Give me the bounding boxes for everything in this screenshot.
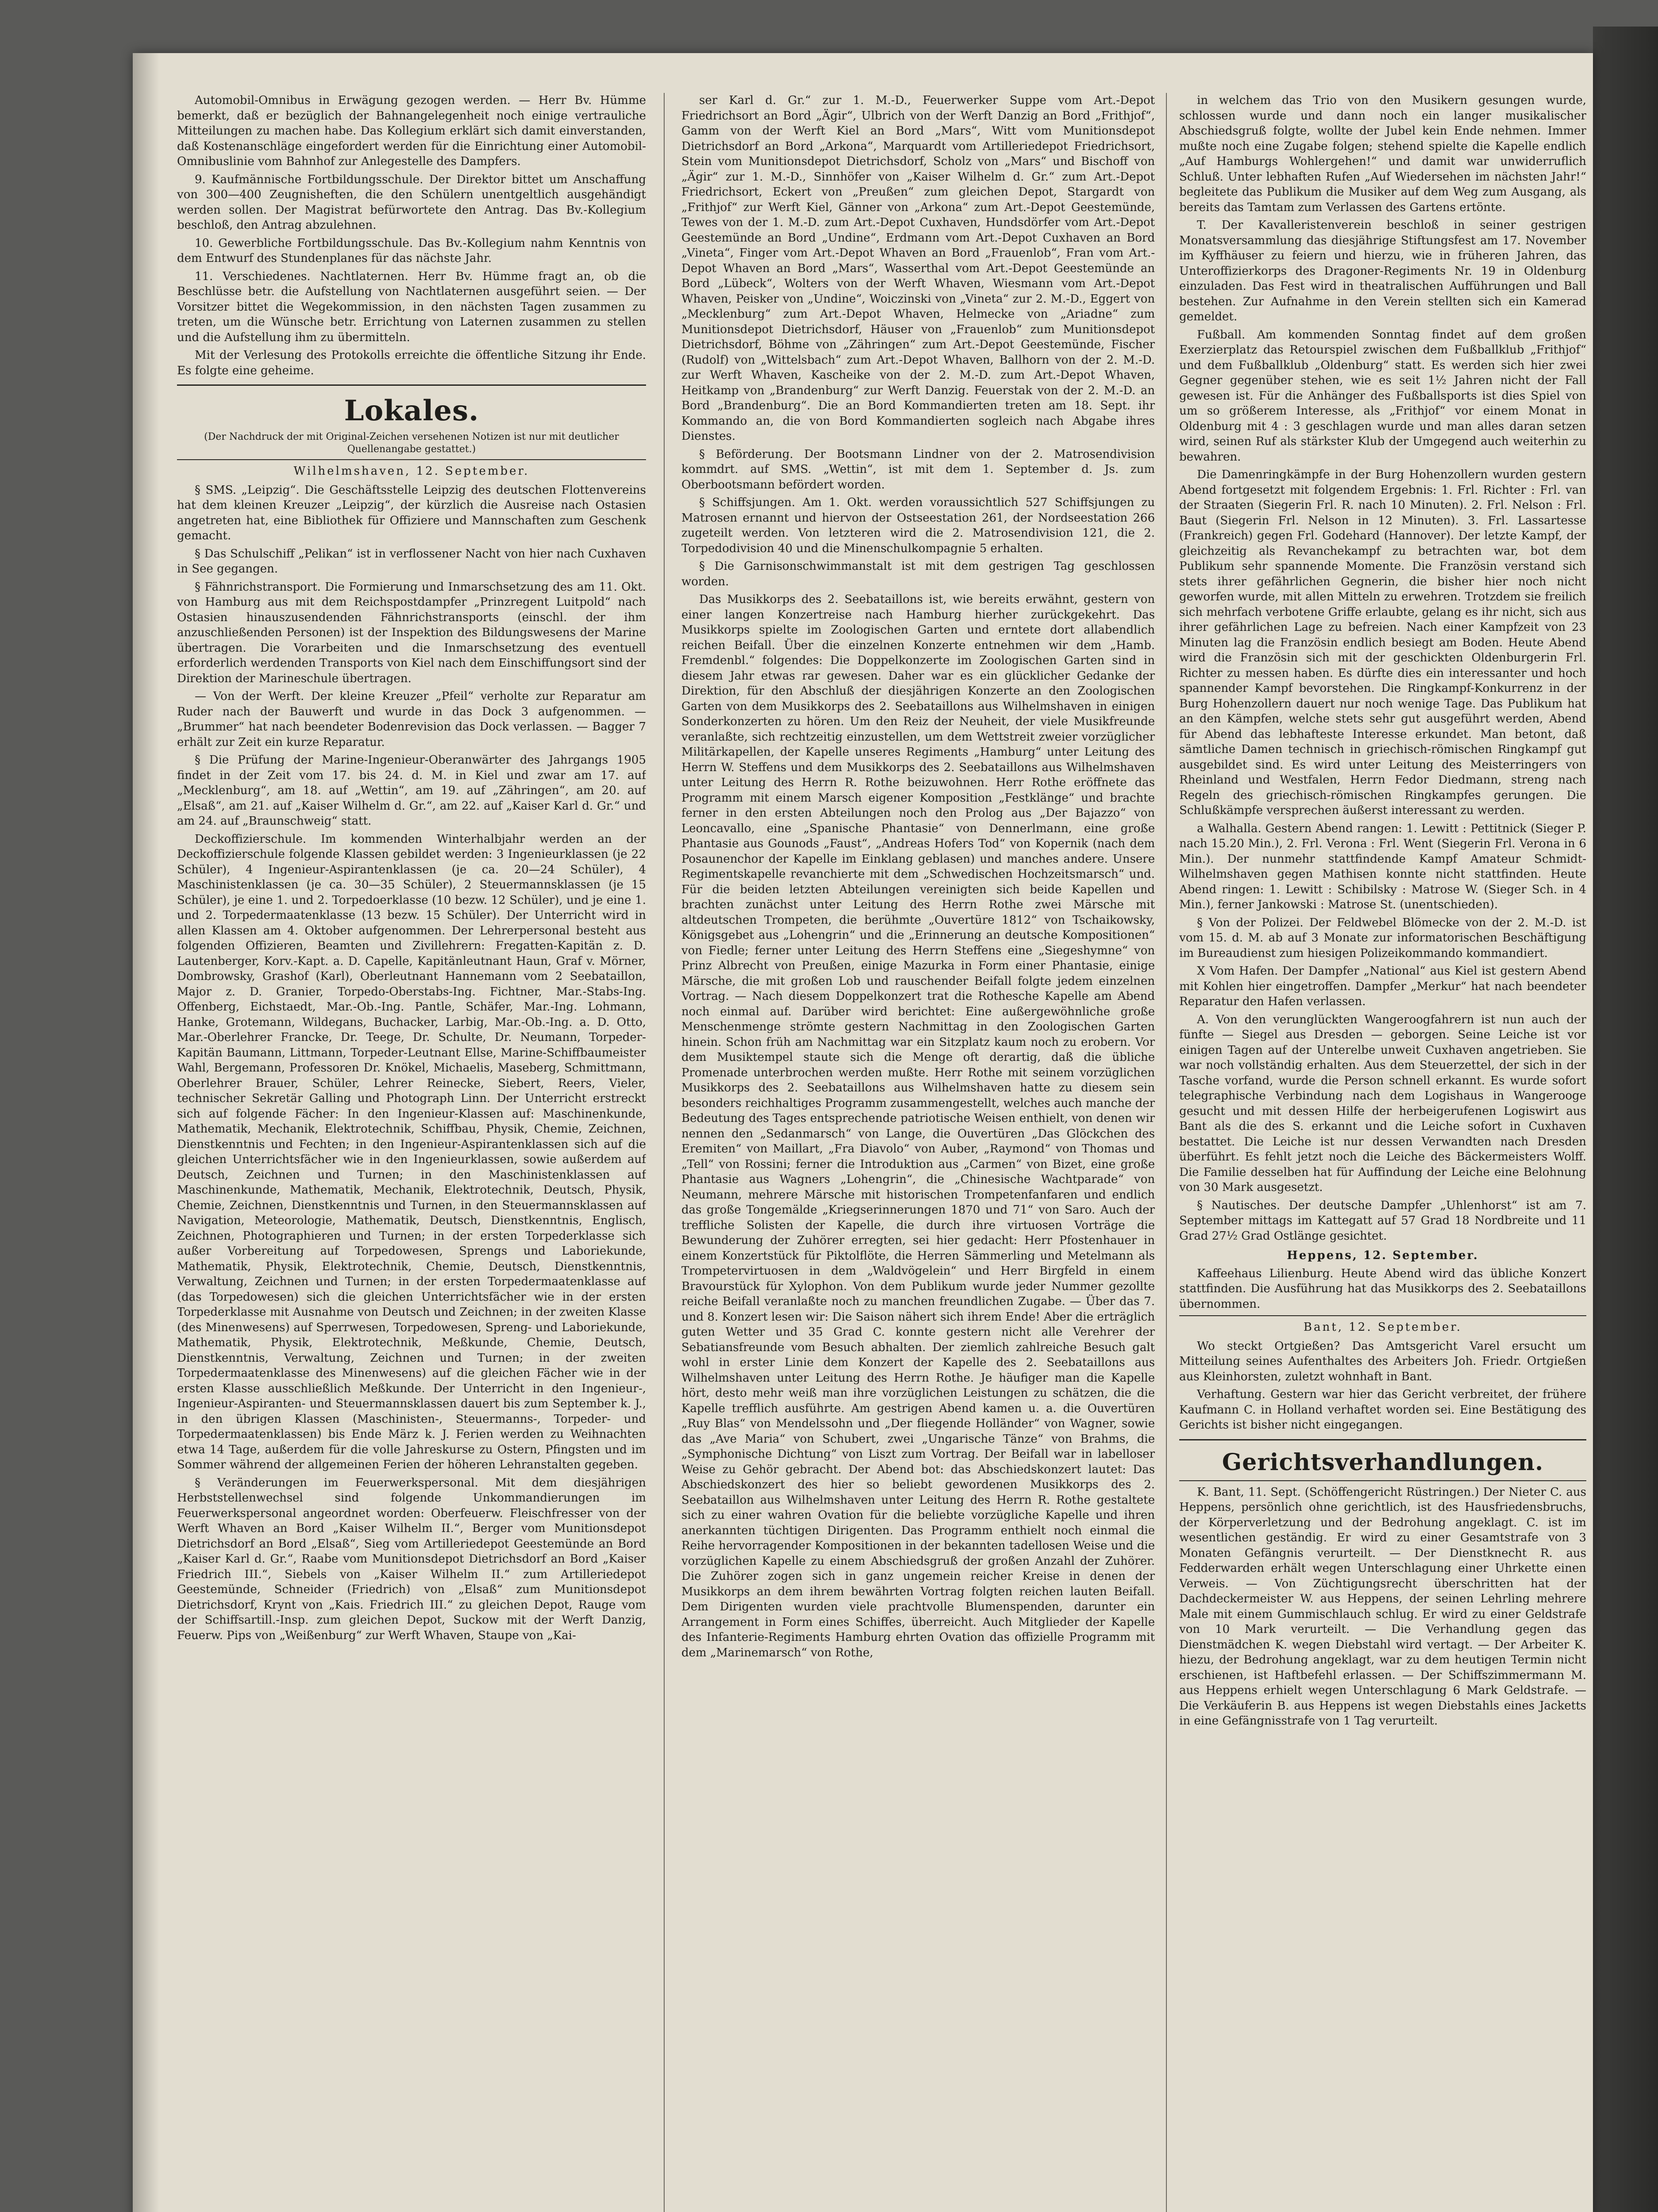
article-paragraph: § Schiffsjungen. Am 1. Okt. werden voraussichtlich 527 Schiffsjungen zu Matrosen ernannt und hiervon der Ostseestation 261, der Nordseestation 266 zugeteilt werden. Von letzteren wird die 2. Matrosendivision 121, die 2. Torpedodivision 40 und die Minenschulkompagnie 5 erhalten. bbox=[681, 496, 1155, 555]
article-paragraph: § Von der Polizei. Der Feldwebel Blömecke von der 2. M.-D. ist vom 15. d. M. ab auf 3 Monate zur informatorischen Beschäftigung im Bureaudienst zum hiesigen Polizeikommando kommandiert. bbox=[1179, 916, 1586, 960]
article-paragraph: T. Der Kavalleristenverein beschloß in seiner gestrigen Monatsversammlung das diesjährige Stiftungsfest am 17. November im Kyffhäuser zu feiern und hierzu, wie in früheren Jahren, das Unteroffizierkorps des Dragoner-Regiments Nr. 19 in Oldenburg einzuladen. Das Fest wird in theatralischen Aufführungen und Ball bestehen. Zur Aufnahme in den Verein stellten sich ein Kamerad gemeldet. bbox=[1179, 219, 1586, 323]
article-paragraph: ser Karl d. Gr.“ zur 1. M.-D., Feuerwerker Suppe vom Art.-Depot Friedrichsort an Bord „Ägir“, Ulbrich von der Werft Danzig an Bord „Frithjof“, Gamm von der Werft Kiel an Bord „Mars“, Witt vom Munitionsdepot Dietrichsdorf an Bord „Arkona“, Marquardt vom Artilleriedepot Friedrichsort, Stein vom Munitionsdepot Dietrichsdorf, Scholz von „Mars“ und Bischoff von „Ägir“ zur 1. M.-D., Sinnhöfer von „Kaiser Wilhelm d. Gr.“ zum Art.-Depot Friedrichsort, Eckert von „Preußen“ zum gleichen Depot, Stargardt von „Frithjof“ zur Werft Kiel, Gänner von „Arkona“ zum Art.-Depot Geestemünde, Tewes von der 1. M.-D. zum Art.-Depot Cuxhaven, Hundsdörfer vom Art.-Depot Geestemünde an Bord „Undine“, Erdmann vom Art.-Depot Cuxhaven an Bord „Vineta“, Finger vom Art.-Depot Whaven an Bord „Frauenlob“, Fran vom Art.-Depot Whaven an Bord „Mars“, Wasserthal vom Art.-Depot Geestemünde an Bord „Lübeck“, Wolters von der Werft Whaven, Wiesmann vom Art.-Depot Whaven, Peisker von „Undine“, Woiczinski von „Vineta“ zur 2. M.-D., Eggert von „Mecklenburg“ zum Art.-Depot Whaven, Helmecke von „Ariadne“ zum Munitionsdepot Dietrichsdorf, Häuser von „Frauenlob“ zum Munitionsdepot Dietrichsdorf, Böhme von „Zähringen“ zum Art.-Depot Geestemünde, Fischer (Rudolf) von „Wittelsbach“ zum Art.-Depot Whaven, Ballhorn von der 2. M.-D. zur Werft Whaven, Kascheike von der 2. M.-D. zum Art.-Depot Whaven, Heitkamp von „Brandenburg“ zur Werft Danzig. Feuerstak von der 2. M.-D. an Bord „Brandenburg“. Die an Bord Kommandierten treten am 18. Sept. ihr Kommando an, die von Bord Kommandierten sogleich nach Abgabe ihres Dienstes. bbox=[681, 94, 1155, 443]
article-paragraph: Verhaftung. Gestern war hier das Gericht verbreitet, der frühere Kaufmann C. in Holland verhaftet worden sei. Eine Bestätigung des Gerichts ist bisher nicht eingegangen. bbox=[1179, 1388, 1586, 1432]
section-heading-lokales: Lokales. bbox=[344, 394, 479, 427]
article-paragraph: § SMS. „Leipzig“. Die Geschäftsstelle Leipzig des deutschen Flottenvereins hat dem kleinen Kreuzer „Leipzig“, der kürzlich die Ausreise nach Ostasien angetreten hat, eine Bibliothek für Offiziere und Mannschaften zum Geschenk gemacht. bbox=[177, 483, 646, 542]
article-paragraph: Wo steckt Ortgießen? Das Amtsgericht Varel ersucht um Mitteilung seines Aufenthaltes des Arbeiters Joh. Friedr. Ortgießen aus Kleinhorsten, zuletzt wohnhaft in Bant. bbox=[1179, 1339, 1586, 1383]
article-paragraph: § Das Schulschiff „Pelikan“ ist in verflossener Nacht von hier nach Cuxhaven in See gegangen. bbox=[177, 547, 646, 576]
article-paragraph: Kaffeehaus Lilienburg. Heute Abend wird das übliche Konzert stattfinden. Die Ausführung hat das Musikkorps des 2. Seebataillons übernommen. bbox=[1179, 1267, 1586, 1311]
article-paragraph: in welchem das Trio von den Musikern gesungen wurde, schlossen wurde und dann noch ein langer musikalischer Abschiedsgruß folgte, wollte der Jubel kein Ende nehmen. Immer mußte noch eine Zugabe folgen; stehend spielte die Kapelle endlich „Auf Hamburgs Wohlergehen!“ und damit war unwiderruflich Schluß. Unter lebhaften Rufen „Auf Wiedersehen im nächsten Jahr!“ begleitete das Publikum die Musiker auf dem Weg zum Ausgang, als bereits das Tamtam zum Verlassen des Gartens ertönte. bbox=[1179, 94, 1586, 214]
article-paragraph: § Die Garnisonschwimmanstalt ist mit dem gestrigen Tag geschlossen worden. bbox=[681, 560, 1155, 588]
article-paragraph: K. Bant, 11. Sept. (Schöffengericht Rüstringen.) Der Nieter C. aus Heppens, persönlich ohne gerichtlich, ist des Hausfriedensbruchs, der Körperverletzung und der Bedrohung angeklagt. C. ist im wesentlichen geständig. Er wird zu einer Gesamtstrafe von 3 Monaten Gefängnis verurteilt. — Der Dienstknecht R. aus Fedderwarden erhält wegen Unterschlagung einer Uhrkette einen Verweis. — Von Züchtigungsrecht überschritten hat der Dachdeckermeister W. aus Heppens, der seinen Lehrling mehrere Male mit einem Gummischlauch schlug. Er wird zu einer Geldstrafe von 10 Mark verurteilt. — Die Verhandlung gegen das Dienstmädchen K. wegen Diebstahl wird vertagt. — Der Arbeiter K. hiezu, der Bedrohung angeklagt, war zu dem heutigen Termin nicht erschienen, ist Haftbefehl erlassen. — Der Schiffszimmermann M. aus Heppens erhielt wegen Unterschlagung 6 Mark Geldstrafe. — Die Verkäuferin B. aus Heppens ist wegen Diebstahls eines Jacketts in eine Gefängnisstrafe von 1 Tag verurteilt. bbox=[1179, 1485, 1586, 1728]
section-divider bbox=[177, 459, 646, 460]
column-middle bbox=[681, 93, 1155, 2212]
column-right bbox=[1179, 93, 1586, 2212]
dateline-bant: Bant, 12. September. bbox=[1303, 1321, 1462, 1334]
article-paragraph: § Fähnrichstransport. Die Formierung und Inmarschsetzung des am 11. Okt. von Hamburg aus mit dem Reichspostdampfer „Prinzregent Luitpold“ nach Ostasien hinauszusendenden Fähnrichstransports (einschl. der ihm anzuschließenden Personen) ist der Inspektion des Bildungswesens der Marine übertragen. Die Vorarbeiten und die Inmarschsetzung des eventuell erforderlich werdenden Transports von Kiel nach dem Einschiffungsort sind der Direktion der Marineschule übertragen. bbox=[177, 580, 646, 685]
article-paragraph: A. Von den verunglückten Wangeroogfahrern ist nun auch der fünfte — Siegel aus Dresden — geborgen. Seine Leiche ist vor einigen Tagen auf der Unterelbe unweit Cuxhaven angetrieben. Sie war noch vollständig erhalten. Aus dem Steuerzettel, der sich in der Tasche vorfand, wurde die Person schnell erkannt. Es wurde sofort telegraphische Verbindung nach dem Logishaus in Wangerooge gesucht und mit dessen Hilfe der herbeigerufenen Logiswirt aus Bant als die des S. erkannt und die Leiche sofort in Cuxhaven bestattet. Die Leiche ist nur dessen Verwandten nach Dresden überführt. Es fehlt jetzt noch die Leiche des Bäckermeisters Wolff. Die Familie desselben hat für Auffindung der Leiche eine Belohnung von 30 Mark ausgesetzt. bbox=[1179, 1013, 1586, 1194]
article-paragraph: § Beförderung. Der Bootsmann Lindner von der 2. Matrosendivision kommdrt. auf SMS. „Wettin“, ist mit dem 1. September d. Js. zum Oberbootsmann befördert worden. bbox=[681, 447, 1155, 492]
section-heading-gerichtsverhandlungen: Gerichtsverhandlungen. bbox=[1222, 1448, 1544, 1476]
dateline: Wilhelmshaven, 12. September. bbox=[293, 465, 530, 478]
column-rule-1 bbox=[664, 93, 665, 2212]
section-divider bbox=[1179, 1480, 1586, 1481]
dateline-heppens: Heppens, 12. September. bbox=[1287, 1249, 1479, 1262]
reprint-notice: (Der Nachdruck der mit Original-Zeichen versehenen Notizen ist nur mit deutlicher Quellenangabe gestattet.) bbox=[204, 431, 619, 455]
section-divider bbox=[1179, 1315, 1586, 1316]
article-paragraph: 9. Kaufmännische Fortbildungsschule. Der Direktor bittet um Anschaffung von 300—400 Zeugnisheften, die den Schülern unentgeltlich ausgehändigt werden sollen. Der Magistrat befürwortete den Antrag. Das Bv.-Kollegium beschloß, den Antrag abzulehnen. bbox=[177, 173, 646, 232]
article-paragraph: § Nautisches. Der deutsche Dampfer „Uhlenhorst“ ist am 7. September mittags im Kattegatt auf 57 Grad 18 Nordbreite und 11 Grad 27½ Grad Ostlänge gesichtet. bbox=[1179, 1198, 1586, 1243]
article-paragraph: Das Musikkorps des 2. Seebataillons ist, wie bereits erwähnt, gestern von einer langen Konzertreise nach Hamburg hierher zurückgekehrt. Das Musikkorps spielte im Zoologischen Garten und erntete dort allabendlich reichen Beifall. Über die einzelnen Konzerte entnehmen wir dem „Hamb. Fremdenbl.“ folgendes: Die Doppelkonzerte im Zoologischen Garten sind in diesem Jahr etwas rar gewesen. Daher war es ein glücklicher Gedanke der Direktion, für den Abschluß der diesjährigen Konzerte an den Zoologischen Garten von dem Musikkorps des 2. Seebataillons aus Wilhelmshaven in einigen Sonderkonzerten zu hören. Um den Reiz der Neuheit, der viele Musikfreunde veranlaßte, sich rechtzeitig einzustellen, um dem Wettstreit zweier vorzüglicher Militärkapellen, der Kapelle unseres Regiments „Hamburg“ unter Leitung des Herrn W. Steffens und dem Musikkorps des 2. Seebataillons aus Wilhelmshaven unter Leitung des Herrn R. Rothe beizuwohnen. Herr Rothe eröffnete das Programm mit einem Marsch eigener Komposition „Festklänge“ und brachte ferner in den ersten Abteilungen noch den Prolog aus „Der Bajazzo“ von Leoncavallo, eine „Spanische Phantasie“ von Dennerlmann, eine große Phantasie aus Gounods „Faust“, „Andreas Hofers Tod“ von Kopernik (nach dem Posaunenchor der Kapelle im Einklang geblasen) und manches andere. Unsere Regimentskapelle revanchierte mit dem „Schwedischen Hochzeitsmarsch“ und. Für die beiden letzten Abteilungen vereinigten sich beide Kapellen und brachten zunächst unter Leitung des Herrn Rothe zwei Märsche mit altdeutschen Trompeten, die berühmte „Ouvertüre 1812“ von Tschaikowsky, Königsgebet aus „Lohengrin“ und die „Erinnerung an deutsche Kompositionen“ von Fiedle; ferner unter Leitung des Herrn Steffens eine „Siegeshymne“ von Prinz Albrecht von Preußen, einige Mazurka in Form einer Phantasie, einige Märsche, die mit großen Lob und rauschender Beifall folgte jedem einzelnen Vortrag. — Nach diesem Doppelkonzert trat die Rothesche Kapelle am Abend noch einmal auf. Darüber wird berichtet: Eine außergewöhnliche große Menschenmenge strömte gestern Nachmittag in den Zoologischen Garten hinein. Schon früh am Nachmittag war ein Sitzplatz kaum noch zu erobern. Vor dem Musiktempel staute sich die Menge oft derartig, daß die übliche Promenade unterbrochen werden mußte. Herr Rothe mit seinem vorzüglichen Musikkorps des 2. Seebataillons aus Wilhelmshaven hatte zu diesem sein besonders reichhaltiges Programm zusammengestellt, welches auch manche der Bedeutung des Tages entsprechende patriotische Weisen enthielt, von denen wir nennen den „Sedanmarsch“ von Lange, die Ouvertüren „Das Glöckchen des Eremiten“ von Maillart, „Fra Diavolo“ von Auber, „Raymond“ von Thomas und „Tell“ von Rossini; ferner die Introduktion aus „Carmen“ von Bizet, eine große Phantasie aus Wagners „Lohengrin“, die „Chinesische Wachtparade“ von Neumann, mehrere Märsche mit historischen Trompetenfanfaren und endlich das große Tongemälde „Kriegserinnerungen 1870 und 71“ von Saro. Auch der treffliche Solisten der Kapelle, die durch ihre virtuosen Vorträge die Bewunderung der Zuhörer erregten, sei hier gedacht: Herr Pfostenhauer in einem Konzertstück für Piktolflöte, die Herren Sämmerling und Metelmann als Trompetervirtuosen in dem „Waldvögelein“ und Herr Birgfeld in einem Bravourstück für Xylophon. Von dem Publikum wurde jeder Nummer gezollte reiche Beifall veranlaßte noch zu manchen freundlichen Zugabe. — Über das 7. und 8. Konzert lesen wir: Die Saison nähert sich ihrem Ende! Aber die erträglich guten Wetter und 35 Grad C. konnte gestern nicht alle Verehrer der Sebatiansfreunde vom Besuch abhalten. Der ziemlich zahlreiche Besuch galt wohl in erster Linie dem Konzert der Kapelle des 2. Seebataillons aus Wilhelmshaven unter Leitung des Herrn Rothe. Je häufiger man die Kapelle hört, desto mehr weiß man ihre vorzüglichen Leistungen zu schätzen, die die Kapelle trefflich ausführte. Am gestrigen Abend kamen u. a. die Ouvertüren „Ruy Blas“ von Mendelssohn und „Der fliegende Holländer“ von Wagner, sowie das „Ave Maria“ von Schubert, zwei „Ungarische Tänze“ von Brahms, die „Symphonische Dichtung“ von Liszt zum Vortrag. Der Beifall war in labelloser Weise zu Gehör gebracht. Der Abend bot: das Abschiedskonzert lautet: Das Abschiedskonzert des hier so beliebt gewordenen Musikkorps des 2. Seebataillon aus Wilhelmshaven unter Leitung des Herrn R. Rothe gestaltete sich zu einer wahren Ovation für die beliebte vorzügliche Kapelle und ihren anerkannten tüchtigen Dirigenten. Das Programm enthielt noch einmal die Reihe hervorragender Kompositionen in der bekannten tadellosen Weise und die vorzüglichen Kapelle zu einem Abschiedsgruß der großen Anzahl der Zuhörer. Die Zuhörer zogen sich in ganz ungemein reicher Kreise in denen der Musikkorps an dem ihrem bewährten Vortrag folgten reichen lauten Beifall. Dem Dirigenten wurden viele prachtvolle Blumenspenden, darunter ein Arrangement in Form eines Schiffes, überreicht. Auch Mitglieder der Kapelle des Infanterie-Regiments Hamburg ehrten Ovation das offizielle Programm mit dem „Marinemarsch“ von Rothe, bbox=[681, 593, 1155, 1659]
article-paragraph: Fußball. Am kommenden Sonntag findet auf dem großen Exerzierplatz das Retourspiel zwischen dem Fußballklub „Frithjof“ und dem Fußballklub „Oldenburg“ statt. Es werden sich hier zwei Gegner gegenüber stehen, wie es seit 1½ Jahren nicht der Fall gewesen ist. Für die Anhänger des Fußballsports ist dies Spiel von um so größerem Interesse, als „Frithjof“ vor einem Monat in Oldenburg mit 4 : 3 geschlagen wurde und man alles daran setzen wird, seinen Ruf als stärkster Klub der Umgegend auch weiterhin zu bewahren. bbox=[1179, 328, 1586, 464]
article-paragraph: a Walhalla. Gestern Abend rangen: 1. Lewitt : Pettitnick (Sieger P. nach 15.20 Min.), 2. Frl. Verona : Frl. Went (Siegerin Frl. Verona in 6 Min.). Der nunmehr stattfindende Kampf Amateur Schmidt-Wilhelmshaven gegen Mathisen konnte nicht stattfinden. Heute Abend ringen: 1. Lewitt : Schibilsky : Matrose W. (Sieger Sch. in 4 Min.), ferner Jankowski : Matrose St. (unentschieden). bbox=[1179, 822, 1586, 911]
article-paragraph: Deckoffizierschule. Im kommenden Winterhalbjahr werden an der Deckoffizierschule folgende Klassen gebildet werden: 3 Ingenieurklassen (je 22 Schüler), 4 Ingenieur-Aspirantenklassen (je ca. 20—24 Schüler), 4 Maschinistenklassen (je ca. 30—35 Schüler), 2 Steuermannsklassen (je 15 Schüler), je eine 1. und 2. Torpedoerklasse (10 bezw. 12 Schüler), und je eine 1. und 2. Torpedermaatenklasse (13 bezw. 15 Schüler). Der Unterricht wird in allen Klassen am 4. Oktober aufgenommen. Der Lehrerpersonal besteht aus folgenden Offizieren, Beamten und Zivillehrern: Fregatten-Kapitän z. D. Lautenberger, Korv.-Kapt. a. D. Capelle, Kapitänleutnant Haun, Graf v. Mörner, Dombrowsky, Grashof (Karl), Oberleutnant Hannemann vom 2 Seebataillon, Major z. D. Granier, Torpedo-Oberstabs-Ing. Fichtner, Mar.-Stabs-Ing. Offenberg, Eichstaedt, Mar.-Ob.-Ing. Pantle, Schäfer, Mar.-Ing. Lohmann, Hanke, Grotemann, Wildegans, Buchacker, Larbig, Mar.-Ob.-Ing. a. D. Otto, Mar.-Oberlehrer Francke, Dr. Teege, Dr. Schulte, Dr. Neumann, Torpeder-Kapitän Baumann, Littmann, Torpeder-Leutnant Ellse, Marine-Schiffbaumeister Wahl, Bergemann, Professoren Dr. Knökel, Michaelis, Maseberg, Schmittmann, Oberlehrer Brauer, Schüler, Lehrer Reinecke, Siebert, Reers, Vieler, technischer Sekretär Galling und Photograph Linn. Der Unterricht erstreckt sich auf folgende Fächer: In den Ingenieur-Klassen auf: Maschinenkunde, Mathematik, Mechanik, Elektrotechnik, Schiffbau, Physik, Chemie, Zeichnen, Dienstkenntnis und Fechten; in den Ingenieur-Aspirantenklassen sich auf die gleichen Unterrichtsfächer wie in den Ingenieurklassen, sowie außerdem auf Deutsch, Zeichnen und Turnen; in den Maschinistenklassen auf Maschinenkunde, Mathematik, Mechanik, Elektrotechnik, Deutsch, Physik, Chemie, Zeichnen, Dienstkenntnis und Turnen, in den Steuermannsklassen auf Navigation, Meteorologie, Mathematik, Deutsch, Dienstkenntnis, Englisch, Zeichnen, Photographieren und Turnen; in der ersten Torpederklasse sich außer Vorbereitung auf Torpedowesen, Sprengs und Laboriekunde, Mathematik, Physik, Elektrotechnik, Chemie, Deutsch, Dienstkenntnis, Verwaltung, Zeichnen und Turnen; in der ersten Torpedermaatenklasse auf (das Torpedowesen) sich die gleichen Unterrichtsfächer wie in der ersten Torpederklasse mit Ausnahme von Deutsch und Zeichnen; in der zweiten Klasse (des Minenwesens) auf Sperrwesen, Torpedowesen, Spreng- und Laboriekunde, Mathematik, Physik, Elektrotechnik, Meßkunde, Chemie, Deutsch, Dienstkenntnis, Verwaltung, Zeichnen und Turnen; in der zweiten Torpedermaatenklasse des Minenwesens) auf die gleichen Fächer wie in der ersten Klasse ausschließlich Meßkunde. Der Unterricht in den Ingenieur-, Ingenieur-Aspiranten- und Steuermannsklassen dauert bis zum September k. J., in den übrigen Klassen (Maschinisten-, Steuermanns-, Torpeder- und Torpedermaatenklassen) bis Ende März k. J. Ferien werden zu Weihnachten etwa 14 Tage, außerdem für die volle Jahreskurse zu Ostern, Pfingsten und im Sommer während der allgemeinen Ferien der höheren Lehranstalten gegeben. bbox=[177, 832, 646, 1471]
article-paragraph: § Die Prüfung der Marine-Ingenieur-Oberanwärter des Jahrgangs 1905 findet in der Zeit vom 17. bis 24. d. M. in Kiel und zwar am 17. auf „Mecklenburg“, am 18. auf „Wettin“, am 19. auf „Zähringen“, am 20. auf „Elsaß“, am 21. auf „Kaiser Wilhelm d. Gr.“, am 22. auf „Kaiser Karl d. Gr.“ und am 24. auf „Braunschweig“ statt. bbox=[177, 753, 646, 828]
article-paragraph: Die Damenringkämpfe in der Burg Hohenzollern wurden gestern Abend fortgesetzt mit folgendem Ergebnis: 1. Frl. Richter : Frl. van der Straaten (Siegerin Frl. R. nach 10 Minuten). 2. Frl. Nelson : Frl. Baut (Siegerin Frl. Nelson in 12 Minuten). 3. Frl. Lassartesse (Frankreich) gegen Frl. Godehard (Hannover). Der letzte Kampf, der gleichzeitig als Revanchekampf zu betrachten war, bot dem Publikum sehr spannende Momente. Die Französin verstand sich stets ihrer gefährlichen Gegnerin, die bisher hier noch nicht geworfen wurde, mit allen Mitteln zu erwehren. Trotzdem sie freilich sich mehrfach verbotene Griffe erlaubte, gelang es ihr nicht, sich aus ihrer gefährlichen Lage zu befreien. Nach einer Kampfzeit von 23 Minuten lag die Französin endlich besiegt am Boden. Heute Abend wird die Französin sich mit der geschickten Oldenburgerin Frl. Richter zu messen haben. Es dürfte dies ein interessanter und hoch spannender Kampf bevorstehen. Die Ringkampf-Konkurrenz in der Burg Hohenzollern dauert nur noch wenige Tage. Das Publikum hat an den Kämpfen, welche stets sehr gut ausgeführt werden, Abend für Abend das lebhafteste Interesse erkundet. Man betont, daß sämtliche Damen technisch in griechisch-römischen Ringkampf gut ausgebildet sind. Es wird unter Leitung des Meisterringers von Rheinland und Westfalen, Herrn Fedor Diedmann, streng nach Regeln des griechisch-römischen Ringkampfes gerungen. Die Schlußkämpfe versprechen äußerst interessant zu werden. bbox=[1179, 468, 1586, 817]
section-divider bbox=[1179, 1439, 1586, 1440]
article-paragraph: — Von der Werft. Der kleine Kreuzer „Pfeil“ verholte zur Reparatur am Ruder nach der Bauwerft und wurde in das Dock 3 aufgenommen. — „Brummer“ hat nach beendeter Bodenrevision das Dock verlassen. — Bagger 7 erhält zur Zeit ein kurze Reparatur. bbox=[177, 690, 646, 749]
article-paragraph: Mit der Verlesung des Protokolls erreichte die öffentliche Sitzung ihr Ende. Es folgte eine geheime. bbox=[177, 349, 646, 377]
article-paragraph: 10. Gewerbliche Fortbildungsschule. Das Bv.-Kollegium nahm Kenntnis von dem Entwurf des Stundenplanes für das nächste Jahr. bbox=[177, 236, 646, 265]
column-left bbox=[177, 93, 646, 2212]
article-paragraph: Automobil-Omnibus in Erwägung gezogen werden. — Herr Bv. Hümme bemerkt, daß er bezüglich der Bahnangelegenheit noch einige vertrauliche Mitteilungen zu machen habe. Das Kollegium erklärt sich damit einverstanden, daß Kostenanschläge eingefordert werden für die Einrichtung einer Automobil-Omnibuslinie vom Bahnhof zur Anlegestelle des Dampfers. bbox=[177, 94, 646, 168]
column-rule-2 bbox=[1166, 93, 1167, 2212]
article-paragraph: 11. Verschiedenes. Nachtlaternen. Herr Bv. Hümme fragt an, ob die Beschlüsse betr. die Aufstellung von Nachtlaternen ausgeführt seien. — Der Vorsitzer bittet die Wegekommission, in den nächsten Tagen zusammen zu treten, um die Wünsche betr. Errichtung von Laternen zusammen zu stellen und die Aufstellung ihm zu übermitteln. bbox=[177, 269, 646, 344]
article-paragraph: § Veränderungen im Feuerwerkspersonal. Mit dem diesjährigen Herbststellenwechsel sind folgende Unkommandierungen im Feuerwerkspersonal angeordnet worden: Oberfeuerw. Fleischfresser von der Werft Whaven an Bord „Kaiser Wilhelm II.“, Berger vom Munitionsdepot Dietrichsdorf an Bord „Elsaß“, Sieg vom Artilleriedepot Geestemünde an Bord „Kaiser Karl d. Gr.“, Raabe vom Munitionsdepot Dietrichsdorf an Bord „Kaiser Friedrich III.“, Siebels von „Kaiser Wilhelm II.“ zum Artilleriedepot Geestemünde, Schneider (Friedrich) von „Elsaß“ zum Munitionsdepot Dietrichsdorf, Krynt von „Kais. Friedrich III.“ zu gleichen Depot, Rauge vom der Schiffsartill.-Insp. zum gleichen Depot, Suckow mit der Werft Danzig, Feuerw. Pips von „Weißenburg“ zur Werft Whaven, Staupe von „Kai- bbox=[177, 1476, 646, 1642]
adjacent-page-edge bbox=[1593, 27, 1658, 2212]
article-paragraph: X Vom Hafen. Der Dampfer „National“ aus Kiel ist gestern Abend mit Kohlen hier eingetroffen. Dampfer „Merkur“ hat nach beendeter Reparatur den Hafen verlassen. bbox=[1179, 964, 1586, 1008]
section-divider bbox=[177, 384, 646, 386]
